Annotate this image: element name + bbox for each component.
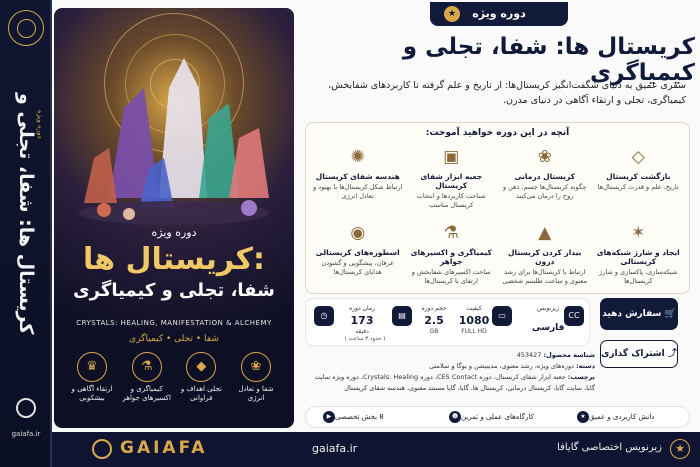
learn-item: ❀ کریستال درمانی چگونه کریستال‌ها جسم، ذهن و روح را درمان می‌کنند [502,147,587,200]
cover-feature: ❀ شفا و تعادل انرژی [230,352,282,403]
cover-title: کریستال ها: [83,242,265,277]
learn-item: ▲ بیدار کردن کریستال درون ارتباط با کریستال‌ها برای رشد معنوی و ساخت طلسم شخصی [502,223,587,285]
course-specs [305,298,590,346]
box-footer [52,432,700,467]
learn-heading: آنچه در این دوره خواهید آموخت: [425,128,570,138]
box-spine [0,0,52,467]
learn-item: ⚗ کیمیاگری و اکسیرهای جواهر ساخت اکسیرهای شفابخش و ارتقای با کریستال‌ها [410,223,492,285]
cover-feature: ⚗ کیمیاگری و اکسیرهای جواهر [121,352,173,403]
order-button[interactable]: سفارش دهید 🛒 [600,298,678,330]
star-icon: ★ [444,6,460,22]
share-icon: ⤴ [667,349,677,359]
spec-quality: ▭ کیفیت 1080 FULL HD [462,303,518,343]
folder-icon: ▤ [392,306,412,326]
people-icon: ☻ [449,411,461,423]
category-row: دسته: دوره‌های ویژه، رشد معنوی، مدیتیشن و یوگا و سلامتی [429,362,595,370]
product-id-row: شناسه محصول: 453427 [516,351,595,359]
learn-item: ◉ اسطوره‌های کریستالی عرفان، پیشگویی و گشودن هدایای کریستال‌ها [315,223,400,276]
cover-top-label: دوره ویژه [151,226,197,239]
product-cover [54,8,294,428]
intro-text: سفری عمیق به دنیای شگفت‌انگیز کریستال‌ها: از تاریخ و علم گرفته تا کاربردهای شفابخش، کیمیاگری، تجلی و ارتقاء آگاهی در دنیای مدرن. [328,80,686,106]
share-button[interactable]: اشتراک گذاری ⤴ [600,340,678,368]
cover-feature: ♛ ارتقاء آگاهی و بیشکوبی [66,352,118,403]
tags-row: برچسب: جعبه ابزار شفای کریستال، دوره CES Contact، دوره Crystals: Healing، دوره ویژه سایت گایا، سایت گایا، کریستال درمانی، کریستال ها، گایا، گایا مستند معنوی، هندسه شفای کریستال [314,373,595,392]
learn-grid [312,143,684,291]
brand-logo-icon [92,439,112,459]
learn-item: ◇ بازگشت کریستال تاریخ، علم و قدرت کریستال‌ها [597,147,679,191]
footer-subtitle: زیرنویس اختصاصی گایافا [557,442,662,453]
learn-section [305,122,690,294]
special-course-badge: ★ دوره ویژه [430,2,568,26]
clock-icon: ◷ [314,306,334,326]
spec-size: ▤ حجم دوره 2.5 GB [392,303,448,343]
flower-mandala-icon [8,10,44,46]
star-icon: ★ [670,439,690,459]
strip-item: 8 بخش تخصصی▶ [320,411,384,423]
flask-icon: ⚗ [132,352,162,382]
spec-duration: ◷ زمان دوره 173 دقیقه ( حدود ۳ ساعت ) [314,303,394,343]
cover-icon-row [66,352,282,403]
cart-icon: 🛒 [664,309,676,319]
cover-tags: شفا • تجلی • کیمیاگری [129,334,219,344]
learn-item: ▣ جعبه ابزار شفای کریستال شناخت کاربردها و انتخاب کریستال مناسب [416,147,486,209]
brand-name: GAIAFA [120,438,208,458]
crystals-illustration [69,48,279,228]
cc-icon: CC [564,306,584,326]
spine-subtitle: دوره ویژه [36,110,44,139]
crystal-icon: ◇ [631,147,645,167]
strip-item: دانش کاربردی و عمیق★ [574,411,654,423]
crystals-icon: ▲ [538,223,552,243]
cover-subtitle: شفا، تجلی و کیمیاگری [73,280,275,301]
eye-icon: ◉ [350,223,366,243]
page-title: کریستال ها: شفا، تجلی و کیمیاگری [402,34,695,86]
brand-logo-icon [16,398,36,418]
crown-icon: ♛ [77,352,107,382]
spine-url: gaiafa.ir [11,430,41,438]
crystal-grid-icon: ✶ [631,223,646,243]
flask-icon: ⚗ [443,223,459,243]
gem-hand-icon: ◆ [186,352,216,382]
cover-english-title: CRYSTALS: HEALING, MANIFESTATION & ALCHEMY [76,319,272,327]
lotus-icon: ❀ [537,147,552,167]
footer-url[interactable]: gaiafa.ir [312,442,358,455]
learn-item: ✶ ایجاد و شارژ شبکه‌های کریستالی شبکه‌سازی، پاکسازی و شارژ کریستال‌ها [596,223,680,285]
cover-feature: ◆ تجلی اهداف و فراوانی [175,352,227,403]
product-meta [305,350,595,394]
sacred-geometry-icon: ✺ [350,147,365,167]
spec-subtitle: CC زیرنویس فارسی [532,303,588,343]
feature-strip [305,406,690,428]
star-icon: ★ [577,411,589,423]
learn-item: ✺ هندسه شفای کریستال ارتباط شکل کریستال‌ها با بهبود و تعادل انرژی [313,147,403,200]
lotus-icon: ❀ [241,352,271,382]
toolbox-icon: ▣ [443,147,460,167]
monitor-icon: ▭ [492,306,512,326]
play-icon: ▶ [323,411,335,423]
spine-title: کریستال ها: شفا، تجلی و [15,93,37,335]
strip-item: کارگاه‌های عملی و تمرین☻ [446,411,534,423]
